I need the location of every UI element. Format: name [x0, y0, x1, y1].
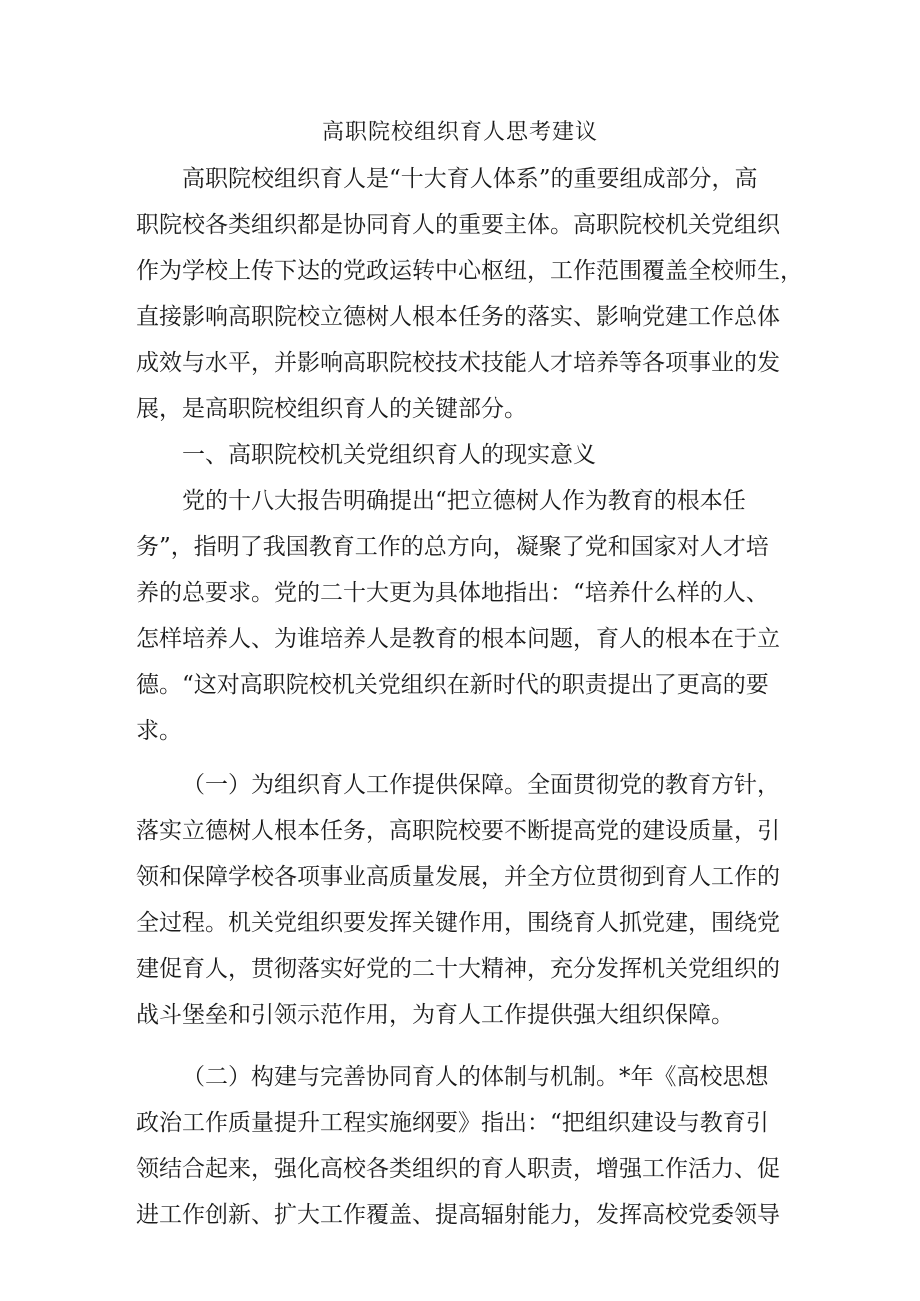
paragraph-2-line-2: 务”，指明了我国教育工作的总方向，凝聚了党和国家对人才培: [136, 534, 769, 560]
paragraph-3-line-3: 领和保障学校各项事业高质量发展，并全方位贯彻到育人工作的: [136, 864, 780, 890]
paragraph-2-line-3: 养的总要求。党的二十大更为具体地指出：“培养什么样的人、: [136, 580, 769, 606]
paragraph-4-line-2: 政治工作质量提升工程实施纲要》指出：“把组织建设与教育引: [136, 1110, 769, 1136]
paragraph-2-line-5: 德。“这对高职院校机关党组织在新时代的职责提出了更高的要: [136, 672, 769, 698]
paragraph-1-line-2: 职院校各类组织都是协同育人的重要主体。高职院校机关党组织: [136, 212, 780, 238]
paragraph-4-line-3: 领结合起来，强化高校各类组织的育人职责，增强工作活力、促: [136, 1156, 780, 1182]
paragraph-1-line-3: 作为学校上传下达的党政运转中心枢纽，工作范围覆盖全校师生，: [136, 258, 803, 284]
paragraph-3-line-4: 全过程。机关党组织要发挥关键作用，围绕育人抓党建，围绕党: [136, 910, 780, 936]
paragraph-2-line-4: 怎样培养人、为谁培养人是教育的根本问题，育人的根本在于立: [136, 626, 780, 652]
paragraph-1-line-4: 直接影响高职院校立德树人根本任务的落实、影响党建工作总体: [136, 304, 780, 330]
paragraph-3-line-1: （一）为组织育人工作提供保障。全面贯彻党的教育方针，: [182, 772, 780, 798]
document-title: 高职院校组织育人思考建议: [321, 120, 598, 145]
paragraph-2-line-6: 求。: [136, 718, 182, 744]
paragraph-3-line-5: 建促育人，贯彻落实好党的二十大精神，充分发挥机关党组织的: [136, 956, 780, 982]
paragraph-1-line-5: 成效与水平，并影响高职院校技术技能人才培养等各项事业的发: [136, 350, 780, 376]
paragraph-1-line-1: 高职院校组织育人是“十大育人体系”的重要组成部分，高: [182, 166, 758, 192]
paragraph-2-line-1: 党的十八大报告明确提出“把立德树人作为教育的根本任: [182, 488, 746, 514]
paragraph-1-line-6: 展，是高职院校组织育人的关键部分。: [136, 396, 527, 422]
section-heading-1: 一、高职院校机关党组织育人的现实意义: [182, 442, 596, 468]
paragraph-4-line-1: （二）构建与完善协同育人的体制与机制。*年《高校思想: [182, 1064, 769, 1090]
paragraph-3-line-6: 战斗堡垒和引领示范作用，为育人工作提供强大组织保障。: [136, 1002, 734, 1028]
paragraph-4-line-4: 进工作创新、扩大工作覆盖、提高辐射能力，发挥高校党委领导: [136, 1202, 780, 1228]
paragraph-3-line-2: 落实立德树人根本任务，高职院校要不断提高党的建设质量，引: [136, 818, 780, 844]
